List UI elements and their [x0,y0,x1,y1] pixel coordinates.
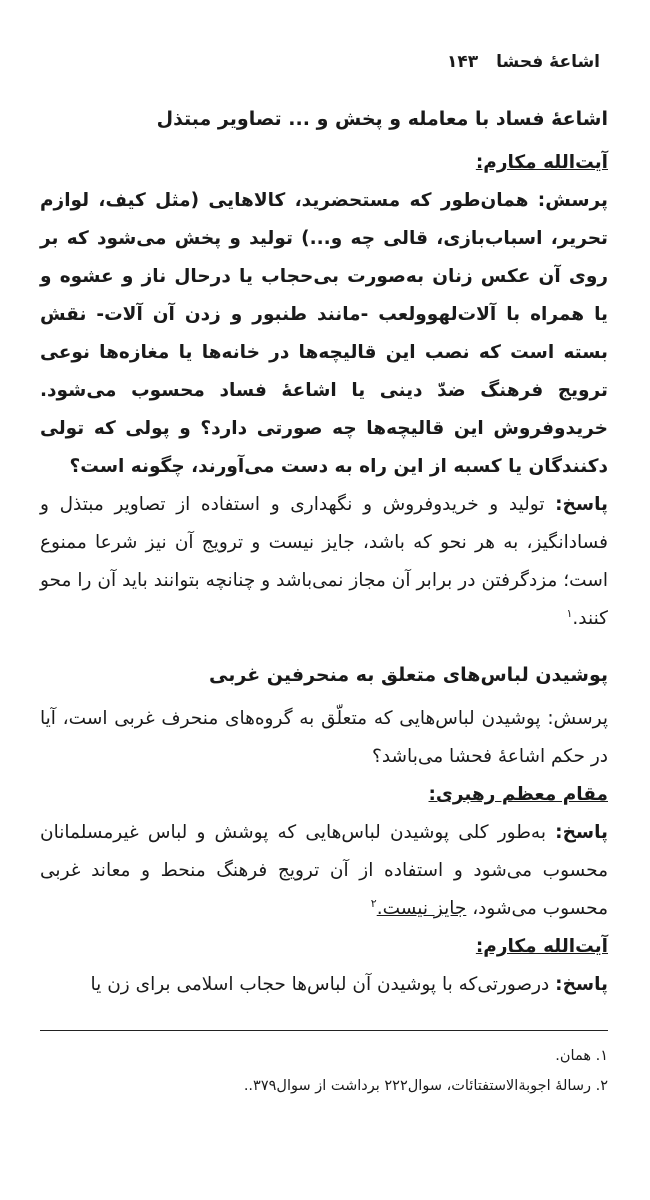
running-title: اشاعهٔ فحشا [496,52,600,72]
answer-text: به‌طور کلی پوشیدن لباس‌هایی که پوشش و لباس غیرمسلمانان محسوب می‌شود و استفاده از آن ترویج فرهنگ منحط و معاند غربی محسوب می‌شود، [40,822,608,919]
answer-paragraph [40,814,608,928]
question-text: همان‌طور که مستحضرید، کالاهایی (مثل کیف، لوازم تحریر، اسباب‌بازی، قالی چه و...) تولید و پخش می‌شود که بر روی آن عکس زنان به‌صورت بی‌حجاب یا درحال ناز و عشوه و یا همراه با آلات‌لهوولعب -مانند طنبور و زدن آن آلات- نقش بسته است که نصب این قالیچه‌ها در خانه‌ها یا مغازه‌ها نوعی ترویج فرهنگ ضدّ دینی یا اشاعهٔ فساد محسوب می‌شود. خریدوفروش این قالیچه‌ها چه صورتی دارد؟ و پولی که تولی دکنندگان یا کسبه از این راه به دست می‌آورند، چگونه است؟ [40,190,608,477]
answer-label: پاسخ: [555,494,608,515]
footnote: ۱. همان. [555,1048,608,1064]
question-label: پرسش: [537,190,608,211]
answer-text: درصورتی‌که با پوشیدن آن لباس‌ها حجاب اسلامی برای زن یا [90,974,550,995]
authority-label: مقام معظم رهبری: [428,784,608,805]
question-paragraph [40,700,608,776]
section-heading-2: پوشیدن لباس‌های متعلق به منحرفین غربی [209,664,608,686]
answer-paragraph [40,966,608,1004]
answer-underlined-text: جایز نیست. [376,898,467,919]
question-text: پوشیدن لباس‌هایی که متعلّق به گروه‌های منحرف غربی است، آیا در حکم اشاعهٔ فحشا می‌باشد؟ [40,708,608,767]
answer-label: پاسخ: [555,974,608,995]
running-head [40,52,600,92]
answer-paragraph [40,486,608,638]
page-number: ۱۴۳ [447,52,479,72]
answer-text: تولید و خریدوفروش و نگهداری و استفاده از تصاویر مبتذل و فسادانگیز، به هر نحو که باشد، جایز نیست و ترویج آن نیز شرعا ممنوع است؛ مزدگرفتن در برابر آن مجاز نمی‌باشد و چنانچه بتوانند باید آن را محو کنند. [40,494,608,629]
answer-label: پاسخ: [555,822,608,843]
footnote: ۲. رسالهٔ اجوبة‌الاستفتائات، سوال۲۲۲ برداشت از سوال۳۷۹.. [243,1078,608,1094]
footnote-ref[interactable]: ۱ [566,606,573,620]
page-body [40,98,608,1004]
footnote-divider [40,1030,608,1031]
footnote-ref[interactable]: ۲ [370,896,377,910]
question-paragraph [40,182,608,486]
authority-label: آیت‌الله مکارم: [475,936,608,957]
section-heading-1: اشاعهٔ فساد با معامله و پخش و ... تصاویر مبتذل [156,108,608,130]
question-label: پرسش: [547,708,608,729]
authority-label: آیت‌الله مکارم: [475,152,608,173]
